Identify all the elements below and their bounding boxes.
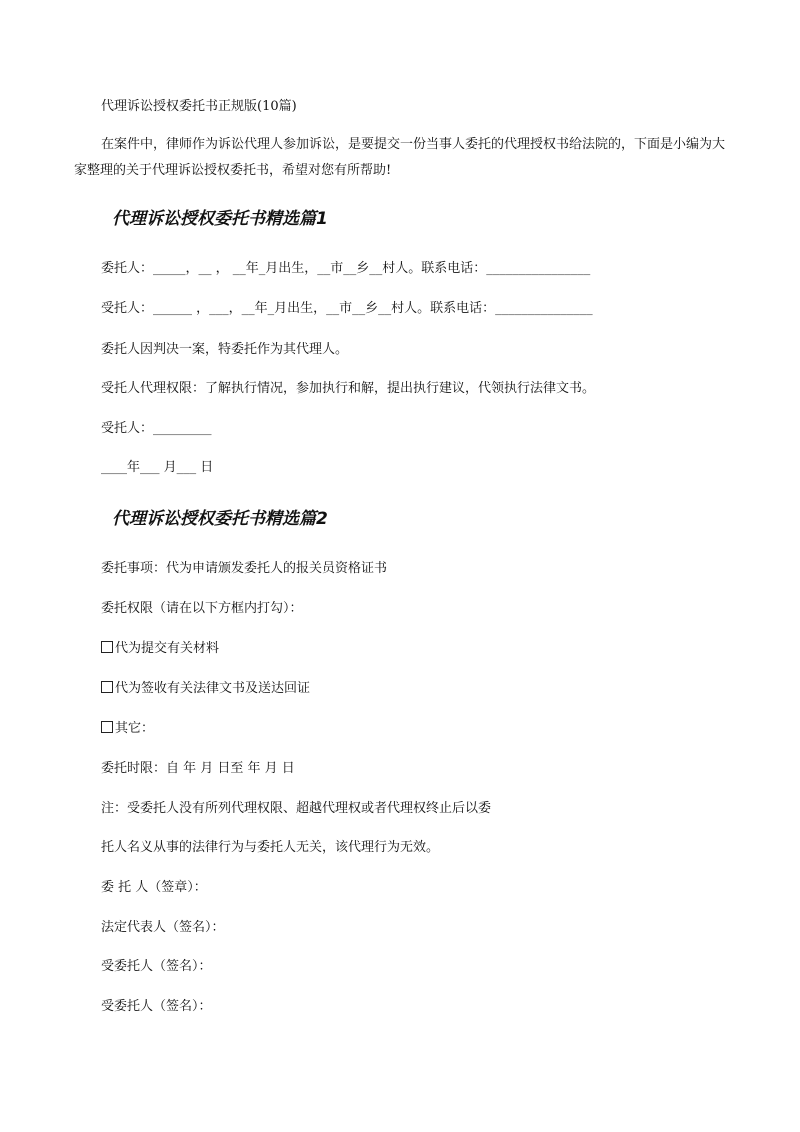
- legal-rep-signature: 法定代表人（签名）：: [101, 920, 225, 935]
- commission-item: 委托事项：代为申请颁发委托人的报关员资格证书: [101, 561, 388, 576]
- option-other: [101, 720, 154, 738]
- option-label: 代为签收有关法律文书及送达回证: [115, 681, 311, 696]
- intro-paragraph: 在案件中，律师作为诉讼代理人参加诉讼，是要提交一份当事人委托的代理授权书给法院的，下面是小编为大家整理的关于代理诉讼授权委托书，希望对您有所帮助!: [74, 137, 726, 178]
- agent-signature: 受托人：_________: [101, 421, 212, 436]
- option-label: 其它：: [115, 721, 155, 736]
- option-receive-documents: [101, 680, 310, 698]
- option-submit-materials: [101, 640, 219, 658]
- commission-matter: 委托人因判决一案，特委托作为其代理人。: [101, 342, 349, 357]
- checkbox-submit-materials[interactable]: [101, 641, 113, 653]
- checkbox-receive-documents[interactable]: [101, 681, 113, 693]
- option-label: 代为提交有关材料: [115, 641, 220, 656]
- agent-line: 受托人：______ ，___，__年_月出生，__市__乡__村人。联系电话：_______________: [101, 301, 593, 316]
- checkbox-other[interactable]: [101, 721, 113, 733]
- note-line-1: 注：受委托人没有所列代理权限、超越代理权或者代理权终止后以委: [101, 801, 492, 816]
- note-line-2: 托人名义从事的法律行为与委托人无关，该代理行为无效。: [101, 840, 440, 855]
- agent-signature-1: 受委托人（签名）：: [101, 959, 212, 974]
- principal-line: 委托人：_____，__ ， __年_月出生，__市__乡__村人。联系电话：________________: [101, 261, 591, 276]
- principal-signature: 委 托 人（签章）：: [101, 880, 207, 895]
- authority-title: 委托权限（请在以下方框内打勾）：: [101, 601, 303, 616]
- date-line: ____年___ 月___ 日: [101, 460, 214, 475]
- agent-signature-2: 受委托人（签名）：: [101, 999, 212, 1014]
- section1-heading: 代理诉讼授权委托书精选篇1: [112, 209, 328, 229]
- section2-heading: 代理诉讼授权委托书精选篇2: [112, 509, 328, 529]
- agent-authority: 受托人代理权限：了解执行情况，参加执行和解，提出执行建议，代领执行法律文书。: [101, 381, 596, 396]
- document-title: 代理诉讼授权委托书正规版(10篇): [101, 99, 297, 114]
- commission-period: 委托时限：自 年 月 日至 年 月 日: [101, 761, 295, 776]
